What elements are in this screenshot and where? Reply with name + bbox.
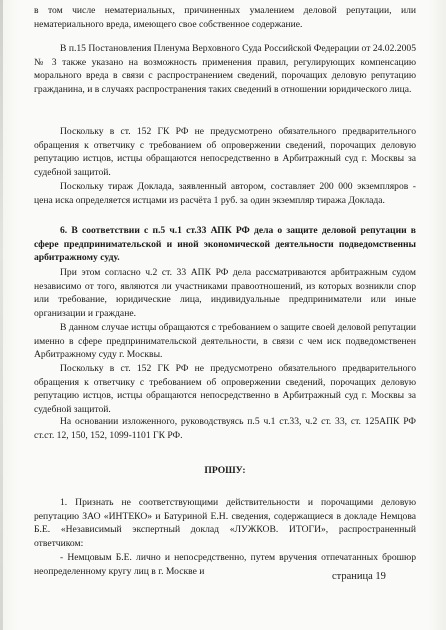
paragraph-continuation: в том числе нематериальных, причиненных умалением деловой репутации, или нематериального вреда, имеющего свое собственное содержание.: [34, 5, 416, 30]
paragraph-business-sphere: В данном случае истцы обращаются с требованием о защите своей деловой репутации именно в сфере предпринимательской деятельности, в связи с чем иск подведомственен Арбитражному суду г. Москвы.: [34, 322, 416, 361]
paragraph-claim-price: Поскольку тираж Доклада, заявленный автором, составляет 200 000 экземпляров - цена иска определяется истцами из расчёта 1 руб. за один экземпляр тиража Доклада.: [34, 181, 416, 206]
paragraph-plenum-ruling: В п.15 Постановления Пленума Верховного Суда Российской Федерации от 24.02.2005 № 3 также указано на возможность применения правил, регулирующих компенсацию морального вреда в связи с распространением сведений, порочащих деловую репутацию гражданина, и в случаях распространения таких сведений в отношении юридического лица.: [34, 43, 416, 95]
page-number: страница 19: [332, 571, 386, 582]
request-item-1-dash: - Немцовым Б.Е. лично и непосредственно, путем вручения отпечатанных брошюр неопределенному кругу лиц в г. Москве и: [34, 552, 416, 577]
paragraph-legal-basis: На основании изложенного, руководствуясь п.5 ч.1 ст.33, ч.2 ст. 33, ст. 125АПК РФ ст.ст. 12, 150, 152, 1099-1101 ГК РФ.: [34, 416, 416, 441]
paragraph-jurisdiction: При этом согласно ч.2 ст. 33 АПК РФ дела рассматриваются арбитражным судом независимо от того, являются ли участниками правоотношений, из которых возникли спор или требование, юридические лица, индивидуальные предприниматели или иные организации и граждане.: [34, 267, 416, 319]
request-heading: ПРОШУ:: [204, 465, 246, 476]
section-6-heading: 6. В соответствии с п.5 ч.1 ст.33 АПК РФ дела о защите деловой репутации в сфере предпринимательской и иной экономической деятельности подведомственны арбитражному суду.: [34, 225, 416, 264]
page-edge-shadow: [0, 0, 3, 630]
paragraph-no-pretrial-repeat: Поскольку в ст. 152 ГК РФ не предусмотрено обязательного предварительного обращения к ответчику с требованием об опровержении сведений, порочащих деловую репутацию истцов, истцы обращаются непосредственно в Арбитражный суд г. Москвы за судебной защитой.: [34, 363, 416, 415]
paragraph-no-pretrial: Поскольку в ст. 152 ГК РФ не предусмотрено обязательного предварительного обращения к ответчику с требованием об опровержении сведений, порочащих деловую репутацию истцов, истцы обращаются непосредственно в Арбитражный суд г. Москвы за судебной защитой.: [34, 126, 416, 178]
request-item-1: 1. Признать не соответствующими действительности и порочащими деловую репутацию ЗАО «ИНТЕКО» и Батуриной Е.Н. сведения, содержащиеся в докладе Немцова Б.Е. «Независимый экспертный доклад «ЛУЖКОВ. ИТОГИ», распространенный ответчиком:: [34, 497, 416, 549]
